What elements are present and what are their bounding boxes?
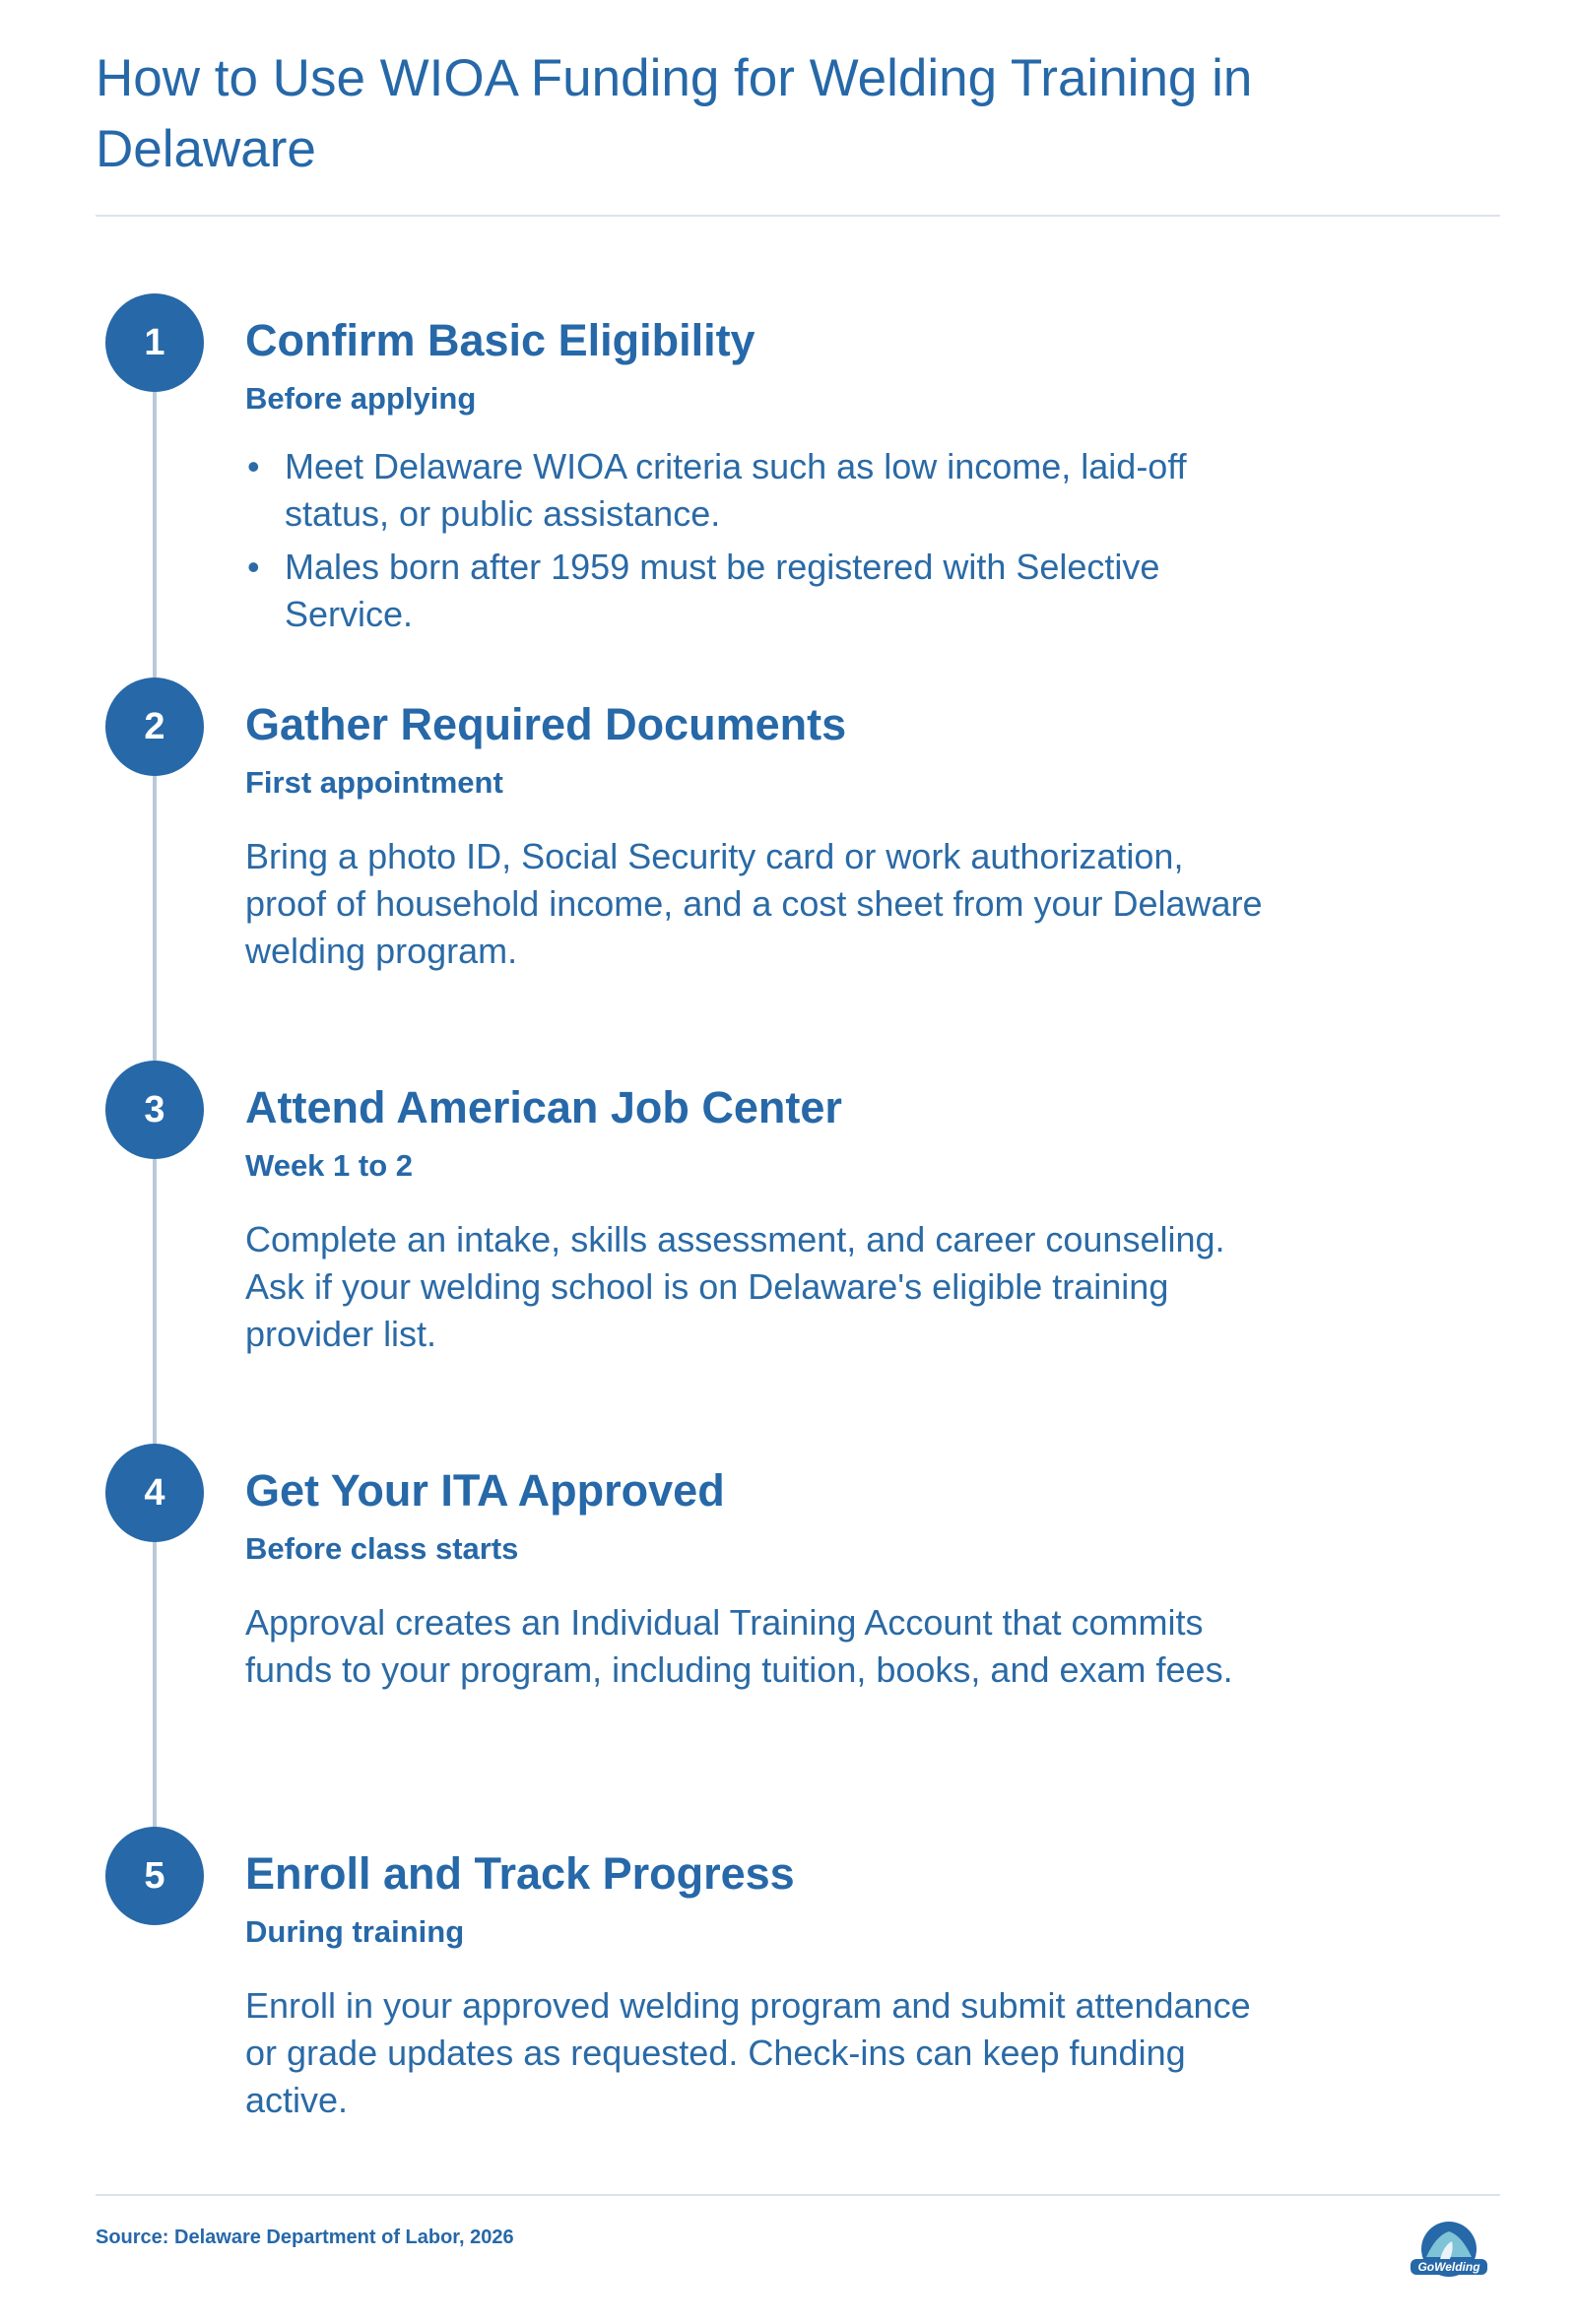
- step-description: Bring a photo ID, Social Security card or work authorization, proof of household income, and a cost sheet from your Delaware welding program.: [245, 836, 1263, 971]
- step-timing: During training: [245, 1914, 465, 1949]
- step-number-badge: 3: [105, 1061, 204, 1159]
- step-title: Confirm Basic Eligibility: [245, 315, 755, 365]
- step-bullet-list: [245, 443, 1230, 644]
- step-number-badge: 2: [105, 678, 204, 776]
- gowelding-logo-icon: [1407, 2218, 1491, 2283]
- list-item: • Males born after 1959 must be registered with Selective Service.: [245, 544, 1230, 638]
- step-timing: Week 1 to 2: [245, 1148, 414, 1183]
- step-timing: Before class starts: [245, 1531, 519, 1566]
- step-number-badge: 4: [105, 1444, 204, 1542]
- step-title: Gather Required Documents: [245, 699, 847, 749]
- header-divider: [96, 215, 1500, 217]
- step-description: Enroll in your approved welding program and submit attendance or grade updates as requested. Check-ins can keep funding active.: [245, 1985, 1251, 2120]
- step-timing: First appointment: [245, 765, 503, 800]
- source-note: Source: Delaware Department of Labor, 2026: [96, 2227, 514, 2248]
- page-title: How to Use WIOA Funding for Welding Training in Delaware: [96, 49, 1253, 178]
- step-description: Complete an intake, skills assessment, and career counseling. Ask if your welding school is on Delaware's eligible training provider list.: [245, 1219, 1225, 1354]
- footer-divider: [96, 2194, 1500, 2196]
- step-number-badge: 1: [105, 293, 204, 392]
- svg-text:GoWelding: GoWelding: [1417, 2260, 1480, 2274]
- step-timing: Before applying: [245, 381, 477, 416]
- step-number-badge: 5: [105, 1827, 204, 1925]
- step-title: Attend American Job Center: [245, 1082, 842, 1132]
- step-title: Enroll and Track Progress: [245, 1848, 795, 1899]
- step-description: Approval creates an Individual Training Account that commits funds to your program, including tuition, books, and exam fees.: [245, 1602, 1233, 1690]
- list-item: • Meet Delaware WIOA criteria such as low income, laid-off status, or public assistance.: [245, 443, 1230, 538]
- step-title: Get Your ITA Approved: [245, 1465, 725, 1516]
